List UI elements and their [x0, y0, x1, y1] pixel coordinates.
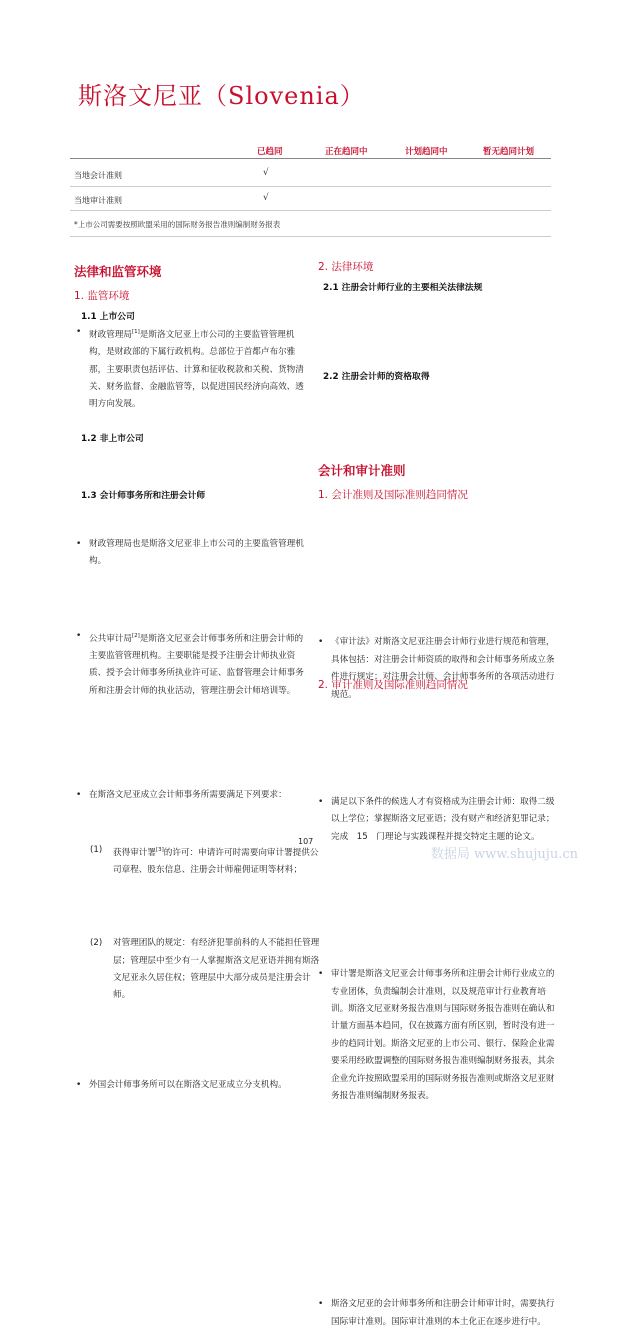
- table-divider: [70, 236, 551, 237]
- check-mark: √: [263, 193, 269, 203]
- subsubsection-title: 1.1 上市公司: [81, 312, 135, 322]
- table-note: *上市公司需要按照欧盟采用的国际财务报告准则编制财务报表: [74, 220, 281, 229]
- subsubsection-title: 1.2 非上市公司: [81, 434, 144, 444]
- subsection-title: 1. 会计准则及国际准则趋同情况: [318, 489, 468, 501]
- list-item: • 财政管理局也是斯洛文尼亚非上市公司的主要监管管理机构。: [76, 536, 311, 571]
- list-item: • 审计署是斯洛文尼亚会计师事务所和注册会计师行业成立的专业团体，负责编制会计准则，以及规范审计行业教育培训。斯洛文尼亚财务报告准则与国际财务报告准则在确认和计量方面基本趋同，仅在披露方面有所区别，暂时没有进一步的趋同计划。斯洛文尼亚的上市公司、银行、保险企业需要采用经欧盟调整的国际财务报告准则编制财务报表，其余企业允许按照欧盟采用的国际财务报告准则或斯洛文尼亚财务报告准则编制财务报表。: [318, 966, 563, 1105]
- list-item: • 斯洛文尼亚的会计师事务所和注册会计师审计时，需要执行国际审计准则。国际审计准则的本土化正在逐步进行中。: [318, 1296, 563, 1331]
- list-item: • 财政管理局[1]是斯洛文尼亚上市公司的主要监管管理机构，是财政部的下属行政机构。总部位于首都卢布尔雅那，主要职责包括评估、计算和征收税款和关税、货物清关、财务监督、金融监管等，以促进国民经济向高效、透明方向发展。: [76, 324, 311, 414]
- check-mark: √: [263, 168, 269, 178]
- table-row-label: 当地审计准则: [74, 196, 122, 205]
- list-item: • 在斯洛文尼亚成立会计师事务所需要满足下列要求：: [76, 787, 311, 804]
- numbered-item: (1) 获得审计署[3]的许可：申请许可时需要向审计署提供公司章程、股东信息、注册会计师雇佣证明等材料；: [90, 844, 319, 875]
- subsubsection-title: 2.1 注册会计师行业的主要相关法律法规: [323, 283, 483, 293]
- numbered-item: (2) 对管理团队的规定：有经济犯罪前科的人不能担任管理层；管理层中至少有一人掌握斯洛文尼亚语并拥有斯洛文尼亚永久居住权；管理层中大部分成员是注册会计师。: [90, 938, 320, 1001]
- list-item: • 公共审计局[2]是斯洛文尼亚会计师事务所和注册会计师的主要监管管理机构。主要职能是授予注册会计师执业资质、授予会计师事务所执业许可证、监督管理会计师事务所和注册会计师的执业活动，管理注册会计师培训等。: [76, 628, 311, 700]
- watermark: 数据局 www.shujuju.cn: [430, 847, 578, 862]
- list-item: • 外国会计师事务所可以在斯洛文尼亚成立分支机构。: [76, 1077, 311, 1094]
- subsection-title: 1. 监管环境: [74, 290, 130, 302]
- header-converging: 正在趋同中: [325, 147, 368, 157]
- header-planned: 计划趋同中: [405, 147, 448, 157]
- section-title-standards: 会计和审计准则: [318, 463, 406, 478]
- header-converged: 已趋同: [257, 147, 283, 157]
- subsection-title: 2. 审计准则及国际准则趋同情况: [318, 679, 468, 691]
- list-item: • 满足以下条件的候选人才有资格成为注册会计师：取得二级以上学位；掌握斯洛文尼亚语；没有财产和经济犯罪记录；完成 15 门理论与实践课程并提交特定主题的论文。: [318, 794, 563, 846]
- subsection-title: 2. 法律环境: [318, 261, 374, 273]
- subsubsection-title: 1.3 会计师事务所和注册会计师: [81, 491, 206, 501]
- page-number: 107: [298, 837, 314, 846]
- table-divider: [70, 186, 551, 187]
- table-divider: [70, 210, 551, 211]
- list-item: • 《审计法》对斯洛文尼亚注册会计师行业进行规范和管理，具体包括：对注册会计师资质的取得和会计师事务所成立条件进行规定；对注册会计师、会计师事务所的各项活动进行规范。: [318, 634, 563, 704]
- table-rule: [70, 158, 551, 159]
- table-row-label: 当地会计准则: [74, 171, 122, 180]
- subsubsection-title: 2.2 注册会计师的资格取得: [323, 372, 430, 382]
- section-title-legal: 法律和监管环境: [74, 264, 162, 279]
- header-no-plan: 暂无趋同计划: [483, 147, 535, 157]
- page-title: 斯洛文尼亚（Slovenia）: [78, 82, 365, 110]
